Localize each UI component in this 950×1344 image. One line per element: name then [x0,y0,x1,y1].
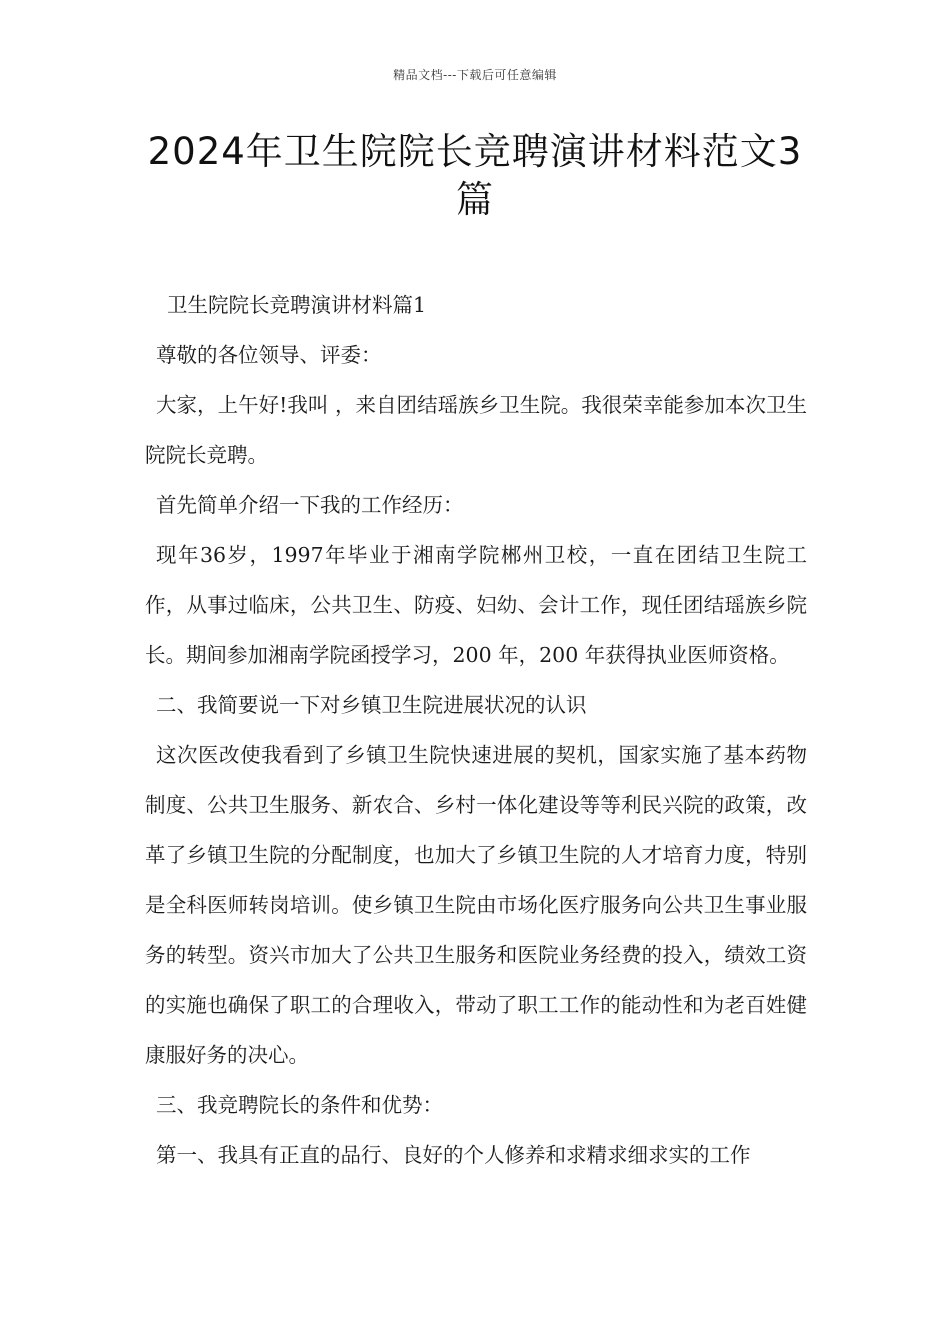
paragraph: 现年36岁，1997年毕业于湘南学院郴州卫校，一直在团结卫生院工作，从事过临床，公共卫生、防疫、妇幼、会计工作，现任团结瑶族乡院长。期间参加湘南学院函授学习，200 年，200 年获得执业医师资格。 [145,543,807,667]
paragraph: 这次医改使我看到了乡镇卫生院快速进展的契机，国家实施了基本药物制度、公共卫生服务、新农合、乡村一体化建设等等利民兴院的政策，改革了乡镇卫生院的分配制度，也加大了乡镇卫生院的人才培育力度，特别是全科医师转岗培训。使乡镇卫生院由市场化医疗服务向公共卫生事业服务的转型。资兴市加大了公共卫生服务和医院业务经费的投入，绩效工资的实施也确保了职工的合理收入，带动了职工工作的能动性和为老百姓健康服好务的决心。 [145,743,807,1067]
header-note: 精品文档---下载后可任意编辑 [393,68,557,82]
section-heading: 二、我简要说一下对乡镇卫生院进展状况的认识 [156,693,587,717]
paragraph: 第一、我具有正直的品行、良好的个人修养和求精求细求实的工作 [156,1143,751,1167]
paragraph: 首先简单介绍一下我的工作经历： [156,493,464,517]
section-heading: 三、我竞聘院长的条件和优势： [156,1093,443,1117]
document-body [145,280,807,1180]
document-title: 2024年卫生院院长竞聘演讲材料范文3篇 [147,130,803,221]
section-subtitle: 卫生院院长竞聘演讲材料篇1 [167,293,427,317]
paragraph: 尊敬的各位领导、评委： [156,343,382,367]
paragraph: 大家，上午好!我叫 ，来自团结瑶族乡卫生院。我很荣幸能参加本次卫生院院长竞聘。 [145,393,807,467]
